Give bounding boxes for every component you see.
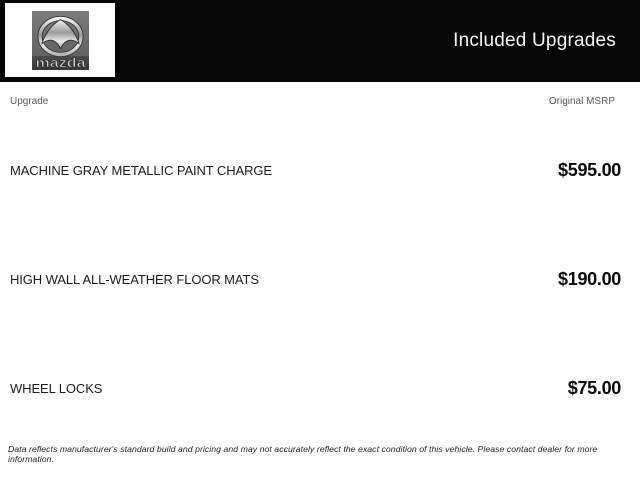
upgrade-row <box>0 375 640 401</box>
upgrade-price: $595.00 <box>558 159 621 180</box>
column-header-upgrade: Upgrade <box>10 96 49 107</box>
upgrade-name: HIGH WALL ALL-WEATHER FLOOR MATS <box>10 271 259 287</box>
mazda-logo-box <box>5 3 115 77</box>
column-headers <box>0 96 640 107</box>
disclaimer-text: Data reflects manufacturer's standard build and pricing and may not accurately reflect the exact condition of this vehicle. Please contact dealer for more information. <box>8 444 598 464</box>
upgrade-price: $190.00 <box>558 268 621 289</box>
column-header-original-msrp: Original MSRP <box>548 96 615 107</box>
mazda-wordmark: mazda <box>35 55 87 70</box>
mazda-logo-icon <box>32 11 89 70</box>
upgrade-price: $75.00 <box>567 377 621 398</box>
header-bar <box>0 0 640 82</box>
upgrade-name: WHEEL LOCKS <box>10 380 103 396</box>
page-title: Included Upgrades <box>453 30 616 51</box>
upgrade-row <box>0 266 640 292</box>
upgrade-name: MACHINE GRAY METALLIC PAINT CHARGE <box>10 162 272 178</box>
upgrade-row <box>0 157 640 183</box>
